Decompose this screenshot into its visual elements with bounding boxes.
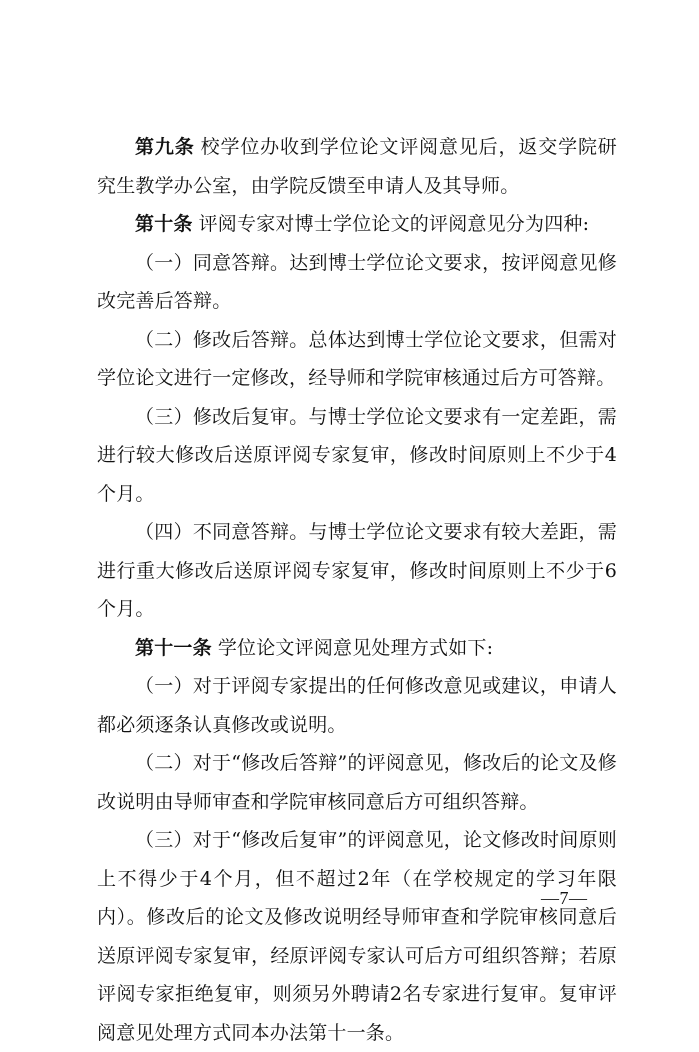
article-11-item-2	[97, 744, 617, 821]
article-11-item-1	[97, 667, 617, 744]
article-10-item-3	[97, 398, 617, 514]
paragraph-text: （三）修改后复审。与博士学位论文要求有一定差距，需进行较大修改后送原评阅专家复审，修改时间原则上不少于4个月。	[97, 405, 617, 505]
article-label: 第十条	[135, 213, 193, 235]
article-label: 第十一条	[135, 636, 212, 659]
paragraph-text: （三）对于“修改后复审”的评阅意见，论文修改时间原则上不得少于4个月，但不超过2年（在学校规定的学习年限内）。修改后的论文及修改说明经导师审查和学院审核同意后送原评阅专家复审，经原评阅专家认可后方可组织答辩；若原评阅专家拒绝复审，则须另外聘请2名专家进行复审。复审评阅意见处理方式同本办法第十一条。	[97, 829, 617, 1044]
paragraph-text: （一）对于评阅专家提出的任何修改意见或建议，申请人都必须逐条认真修改或说明。	[97, 675, 617, 736]
document-body	[97, 128, 617, 1052]
paragraph-text: （一）同意答辩。达到博士学位论文要求，按评阅意见修改完善后答辩。	[97, 251, 617, 312]
paragraph-text: 评阅专家对博士学位论文的评阅意见分为四种:	[198, 213, 590, 235]
article-11-paragraph	[97, 629, 617, 668]
paragraph-text: 校学位办收到学位论文评阅意见后，返交学院研究生教学办公室，由学院反馈至申请人及其导师。	[97, 136, 618, 197]
article-9-paragraph	[97, 128, 617, 205]
article-10-paragraph	[97, 205, 617, 244]
article-10-item-2	[97, 321, 617, 398]
paragraph-text: （二）对于“修改后答辩”的评阅意见，修改后的论文及修改说明由导师审查和学院审核同意后方可组织答辩。	[97, 752, 617, 813]
article-10-item-1	[97, 244, 617, 321]
article-11-item-3	[97, 821, 617, 1052]
page-number: —7—	[541, 888, 588, 908]
paragraph-text: 学位论文评阅意见处理方式如下:	[217, 636, 494, 659]
paragraph-text: （四）不同意答辩。与博士学位论文要求有较大差距，需进行重大修改后送原评阅专家复审，修改时间原则上不少于6个月。	[97, 521, 617, 620]
article-label: 第九条	[135, 136, 195, 158]
article-10-item-4	[97, 513, 617, 629]
paragraph-text: （二）修改后答辩。总体达到博士学位论文要求，但需对学位论文进行一定修改，经导师和学院审核通过后方可答辩。	[97, 328, 617, 389]
